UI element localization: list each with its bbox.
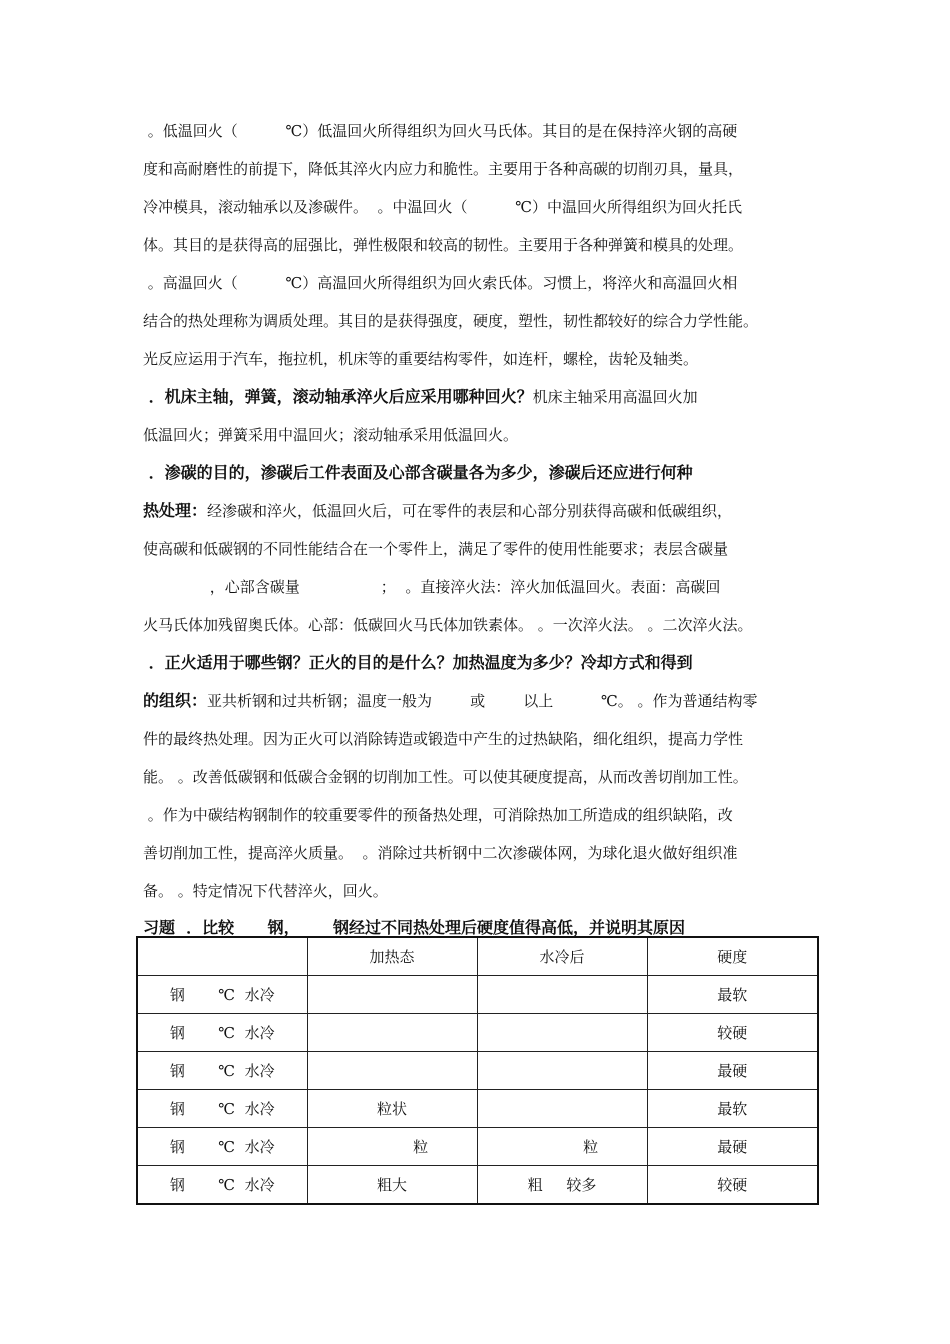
table-cell xyxy=(477,1090,647,1128)
table-cell xyxy=(307,1052,477,1090)
question-3-answer xyxy=(143,682,815,720)
text-line: 使高碳和低碳钢的不同性能结合在一个零件上，满足了零件的使用性能要求；表层含碳量 xyxy=(143,540,729,558)
table-cell: 粗 较多 xyxy=(477,1166,647,1205)
table-row xyxy=(137,976,818,1014)
table-header-cell xyxy=(137,937,307,976)
table-cell: 钢 ℃ 水冷 xyxy=(137,1128,307,1166)
table-row xyxy=(137,1128,818,1166)
table-header-row xyxy=(137,937,818,976)
table-header-cell: 硬度 xyxy=(647,937,818,976)
question-title: ．渗碳的目的，渗碳后工件表面及心部含碳量各为多少，渗碳后还应进行何种 xyxy=(143,463,693,482)
table-cell: 粒状 xyxy=(307,1090,477,1128)
table-row xyxy=(137,1014,818,1052)
table-row xyxy=(137,1090,818,1128)
table-cell: 较硬 xyxy=(647,1014,818,1052)
hardness-table xyxy=(136,936,819,1205)
table-cell: 钢 ℃ 水冷 xyxy=(137,1090,307,1128)
exercise-title: 习题 ．比较 钢， 钢经过不同热处理后硬度值得高低，并说明其原因 xyxy=(143,918,685,937)
document-body xyxy=(143,112,815,946)
table-header-cell: 加热态 xyxy=(307,937,477,976)
text-line: 火马氏体加残留奥氏体。心部：低碳回火马氏体加铁素体。 。一次淬火法。 。二次淬火法。 xyxy=(143,616,753,634)
answer-text: 经渗碳和淬火，低温回火后，可在零件的表层和心部分别获得高碳和低碳组织， xyxy=(207,502,733,520)
table-header-cell: 水冷后 xyxy=(477,937,647,976)
text-line: 。高温回火（ ℃）高温回火所得组织为回火索氏体。习惯上，将淬火和高温回火相 xyxy=(143,274,738,292)
table-cell: 较硬 xyxy=(647,1166,818,1205)
text-line: 善切削加工性，提高淬火质量。 。消除过共析钢中二次渗碳体网，为球化退火做好组织准 xyxy=(143,844,738,862)
table-cell: 钢 ℃ 水冷 xyxy=(137,1166,307,1205)
answer-text: 亚共析钢和过共析钢；温度一般为 或 以上 ℃。 。作为普通结构零 xyxy=(207,692,758,710)
text-line: 低温回火；弹簧采用中温回火；滚动轴承采用低温回火。 xyxy=(143,426,519,444)
table-cell xyxy=(477,1052,647,1090)
text-line: ，心部含碳量 ； 。直接淬火法：淬火加低温回火。表面：高碳回 xyxy=(143,578,721,596)
question-title: ．正火适用于哪些钢？正火的目的是什么？加热温度为多少？冷却方式和得到 xyxy=(143,653,693,672)
table-cell: 最软 xyxy=(647,1090,818,1128)
text-line: 体。其目的是获得高的屈强比，弹性极限和较高的韧性。主要用于各种弹簧和模具的处理。 xyxy=(143,236,744,254)
table-row xyxy=(137,1052,818,1090)
table-cell xyxy=(307,1014,477,1052)
text-line: 冷冲模具，滚动轴承以及渗碳件。 。中温回火（ ℃）中温回火所得组织为回火托氏 xyxy=(143,198,743,216)
question-title: 热处理： xyxy=(143,501,208,520)
text-line: 度和高耐磨性的前提下，降低其淬火内应力和脆性。主要用于各种高碳的切削刃具，量具， xyxy=(143,160,744,178)
text-line: 。低温回火（ ℃）低温回火所得组织为回火马氏体。其目的是在保持淬火钢的高硬 xyxy=(143,122,738,140)
question-title: 的组织： xyxy=(143,691,208,710)
text-line: 备。 。特定情况下代替淬火，回火。 xyxy=(143,882,388,900)
table-cell xyxy=(477,976,647,1014)
table-cell: 最硬 xyxy=(647,1052,818,1090)
table-cell: 粒 xyxy=(307,1128,477,1166)
text-line: 结合的热处理称为调质处理。其目的是获得强度，硬度，塑性，韧性都较好的综合力学性能。 xyxy=(143,312,759,330)
text-line: 。作为中碳结构钢制作的较重要零件的预备热处理，可消除热加工所造成的组织缺陷，改 xyxy=(143,806,733,824)
question-1 xyxy=(143,378,815,416)
table-cell: 粗大 xyxy=(307,1166,477,1205)
question-title: ．机床主轴，弹簧，滚动轴承淬火后应采用哪种回火？ xyxy=(143,387,533,406)
table-cell: 最软 xyxy=(647,976,818,1014)
answer-text: 机床主轴采用高温回火加 xyxy=(532,388,698,406)
table-cell xyxy=(477,1014,647,1052)
text-line: 件的最终热处理。因为正火可以消除铸造或锻造中产生的过热缺陷，细化组织，提高力学性 xyxy=(143,730,744,748)
question-2-answer xyxy=(143,492,815,530)
table-cell: 钢 ℃ 水冷 xyxy=(137,1052,307,1090)
table-row xyxy=(137,1166,818,1205)
table-cell: 最硬 xyxy=(647,1128,818,1166)
text-line: 光反应运用于汽车，拖拉机，机床等的重要结构零件，如连杆，螺栓，齿轮及轴类。 xyxy=(143,350,699,368)
text-line: 能。 。改善低碳钢和低碳合金钢的切削加工性。可以使其硬度提高，从而改善切削加工性。 xyxy=(143,768,748,786)
table-cell: 粒 xyxy=(477,1128,647,1166)
table-cell: 钢 ℃ 水冷 xyxy=(137,976,307,1014)
table-cell: 钢 ℃ 水冷 xyxy=(137,1014,307,1052)
table-cell xyxy=(307,976,477,1014)
